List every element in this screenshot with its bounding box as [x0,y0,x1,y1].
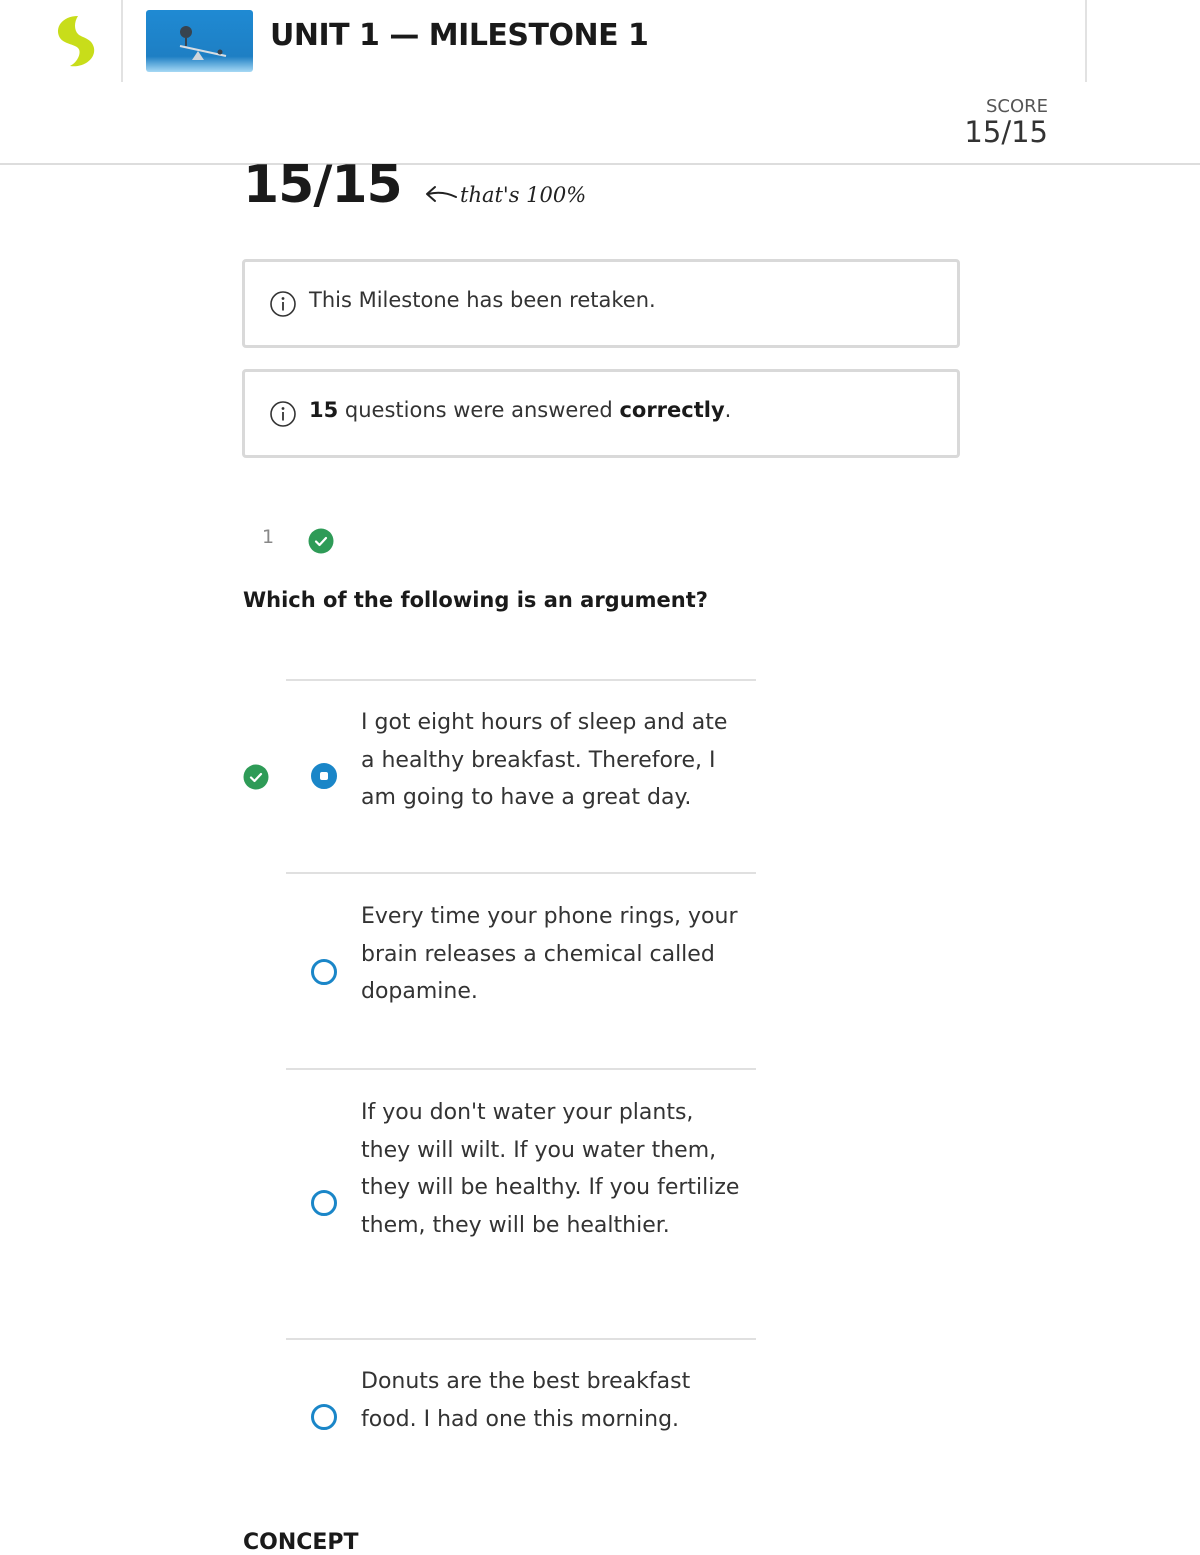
sophia-logo-icon[interactable] [52,14,100,70]
check-circle-icon [243,764,269,790]
info-circle-icon [269,400,297,428]
unit-thumbnail [146,10,253,72]
notice-text: This Milestone has been retaken. [309,288,656,312]
option-divider [286,1068,756,1070]
option-radio-1[interactable] [311,763,337,789]
notice-middle: questions were answered [338,398,620,422]
option-radio-3[interactable] [311,1190,337,1216]
option-radio-4[interactable] [311,1404,337,1430]
option-text-1[interactable]: I got eight hours of sleep and ate a healthy breakfast. Therefore, I am going to have a great day. [361,710,728,810]
option-text-2[interactable]: Every time your phone rings, your brain releases a chemical called dopamine. [361,904,738,1004]
header-divider [1085,0,1087,82]
notice-correct-count [242,369,960,458]
question-text: Which of the following is an argument? [243,588,708,612]
curved-arrow-icon [424,182,458,208]
result-score: 15/15 [243,155,402,215]
option-radio-2[interactable] [311,959,337,985]
result-hint: that's 100% [460,183,587,207]
score-value: 15/15 [964,115,1048,149]
option-divider [286,872,756,874]
header-bottom-border [0,163,1200,165]
option-divider [286,679,756,681]
check-circle-icon [308,528,334,554]
notice-end: . [724,398,732,422]
notice-emphasis: correctly [619,398,725,422]
score-label: SCORE [985,96,1048,117]
correct-count: 15 [309,398,339,422]
option-text-3[interactable]: If you don't water your plants, they will wilt. If you water them, they will be healthy. If you fertilize them, they will be healthier. [361,1100,740,1238]
concept-heading: CONCEPT [243,1530,359,1555]
info-circle-icon [269,290,297,318]
header-divider [121,0,123,82]
question-number: 1 [262,526,275,548]
notice-text [309,398,731,422]
option-text-4[interactable]: Donuts are the best breakfast food. I had one this morning. [361,1369,691,1432]
option-divider [286,1338,756,1340]
notice-retaken [242,259,960,348]
unit-title: UNIT 1 — MILESTONE 1 [270,18,649,53]
